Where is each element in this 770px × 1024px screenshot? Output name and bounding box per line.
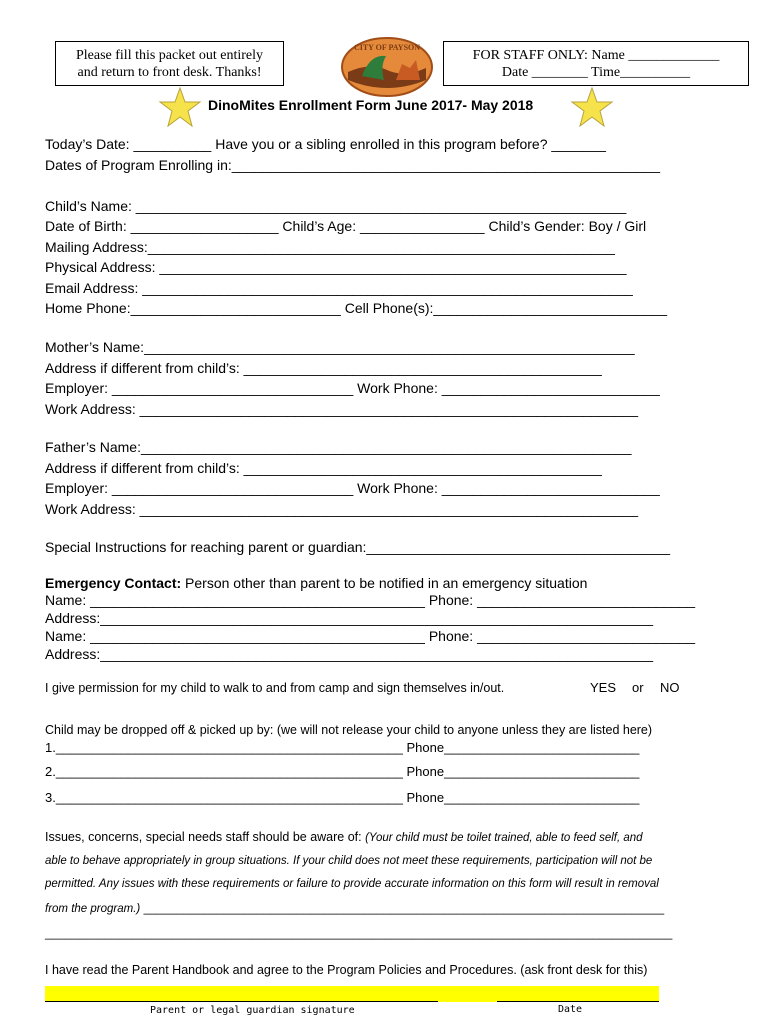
issues-label: Issues, concerns, special needs staff should be aware of:: [45, 830, 366, 844]
special-instructions-line[interactable]: Special Instructions for reaching parent or guardian:_______________________________________: [45, 539, 671, 555]
emergency-address-1-line[interactable]: Address:_______________________________________________________________________: [45, 610, 654, 626]
todays-date-line[interactable]: Today’s Date: __________ Have you or a sibling enrolled in this program before? _______: [45, 136, 606, 152]
father-employer-line[interactable]: Employer: _______________________________ Work Phone: ____________________________: [45, 480, 660, 496]
email-address-line[interactable]: Email Address: _______________________________________________________________: [45, 280, 633, 296]
emergency-name-1-line[interactable]: Name: ___________________________________________ Phone: ____________________________: [45, 592, 696, 608]
issues-line-1: [45, 830, 643, 844]
star-right-icon: [570, 86, 614, 133]
mother-employer-line[interactable]: Employer: _______________________________ Work Phone: ____________________________: [45, 380, 660, 396]
instruction-line-1: Please fill this packet out entirely: [75, 48, 263, 63]
issues-italic-2: able to behave appropriately in group situations. If your child does not meet these requirements, participation will not be: [45, 855, 653, 867]
mother-work-address-line[interactable]: Work Address: ________________________________________________________________: [45, 401, 638, 417]
yes-option[interactable]: YES: [590, 680, 617, 695]
emergency-desc: Person other than parent to be notified in an emergency situation: [181, 575, 588, 591]
staff-only-box: [443, 41, 749, 86]
logo-text: CITY OF PAYSON: [353, 43, 421, 52]
date-line: [497, 1001, 659, 1002]
signature-label: Parent or legal guardian signature: [150, 1005, 355, 1016]
emergency-name-2-line[interactable]: Name: ___________________________________________ Phone: ____________________________: [45, 628, 696, 644]
issues-blank-4[interactable]: ______________________________________________________________________________: [140, 901, 665, 915]
mother-name-line[interactable]: Mother’s Name:_______________________________________________________________: [45, 339, 635, 355]
handbook-text: I have read the Parent Handbook and agree to the Program Policies and Procedures. (ask front desk for this): [45, 963, 648, 977]
staff-line-2: Date ________ Time__________: [501, 65, 691, 80]
permission-text: I give permission for my child to walk to and from camp and sign themselves in/out.: [45, 681, 505, 695]
signature-line: [45, 1001, 438, 1002]
pickup-line-1[interactable]: 1.________________________________________________ Phone___________________________: [45, 740, 640, 755]
dates-enrolling-line[interactable]: Dates of Program Enrolling in:_______________________________________________________: [45, 157, 660, 173]
emergency-address-2-line[interactable]: Address:_______________________________________________________________________: [45, 646, 654, 662]
father-address-line[interactable]: Address if different from child’s: ______________________________________________: [45, 460, 602, 476]
staff-line-1: FOR STAFF ONLY: Name _____________: [472, 48, 720, 63]
instruction-line-2: and return to front desk. Thanks!: [77, 65, 262, 80]
city-logo: [340, 36, 434, 98]
pickup-header: Child may be dropped off & picked up by: (we will not release your child to anyone unless they are listed here): [45, 723, 653, 737]
or-text: or: [632, 680, 644, 695]
emergency-contact-heading: [45, 575, 587, 591]
pickup-line-2[interactable]: 2.________________________________________________ Phone___________________________: [45, 764, 640, 779]
dob-line[interactable]: Date of Birth: ___________________ Child’s Age: ________________ Child’s Gender: Boy / Girl: [45, 218, 647, 234]
issues-line-4[interactable]: [45, 901, 664, 915]
no-option[interactable]: NO: [660, 680, 680, 695]
star-left-icon: [158, 86, 202, 133]
home-phone-line[interactable]: Home Phone:___________________________ Cell Phone(s):______________________________: [45, 300, 668, 316]
father-name-line[interactable]: Father’s Name:_______________________________________________________________: [45, 439, 632, 455]
mailing-address-line[interactable]: Mailing Address:____________________________________________________________: [45, 239, 615, 255]
instruction-box: [55, 41, 284, 86]
father-work-address-line[interactable]: Work Address: ________________________________________________________________: [45, 501, 638, 517]
issues-italic-1: (Your child must be toilet trained, able to feed self, and: [365, 832, 643, 844]
form-title: DinoMites Enrollment Form June 2017- May 2018: [208, 97, 534, 113]
pickup-line-3[interactable]: 3.________________________________________________ Phone___________________________: [45, 790, 640, 805]
mother-address-line[interactable]: Address if different from child’s: ______________________________________________: [45, 360, 602, 376]
signature-highlight[interactable]: [45, 986, 659, 1002]
issues-italic-3: permitted. Any issues with these requirements or failure to provide accurate information on this form will result in removal: [45, 878, 659, 890]
child-name-line[interactable]: Child’s Name: _______________________________________________________________: [45, 198, 627, 214]
date-label: Date: [558, 1004, 583, 1015]
issues-italic-4: from the program.): [45, 903, 141, 915]
physical-address-line[interactable]: Physical Address: ____________________________________________________________: [45, 259, 627, 275]
emergency-label: Emergency Contact:: [45, 575, 182, 591]
issues-blank-5[interactable]: ______________________________________________________________________________________________: [45, 926, 673, 940]
